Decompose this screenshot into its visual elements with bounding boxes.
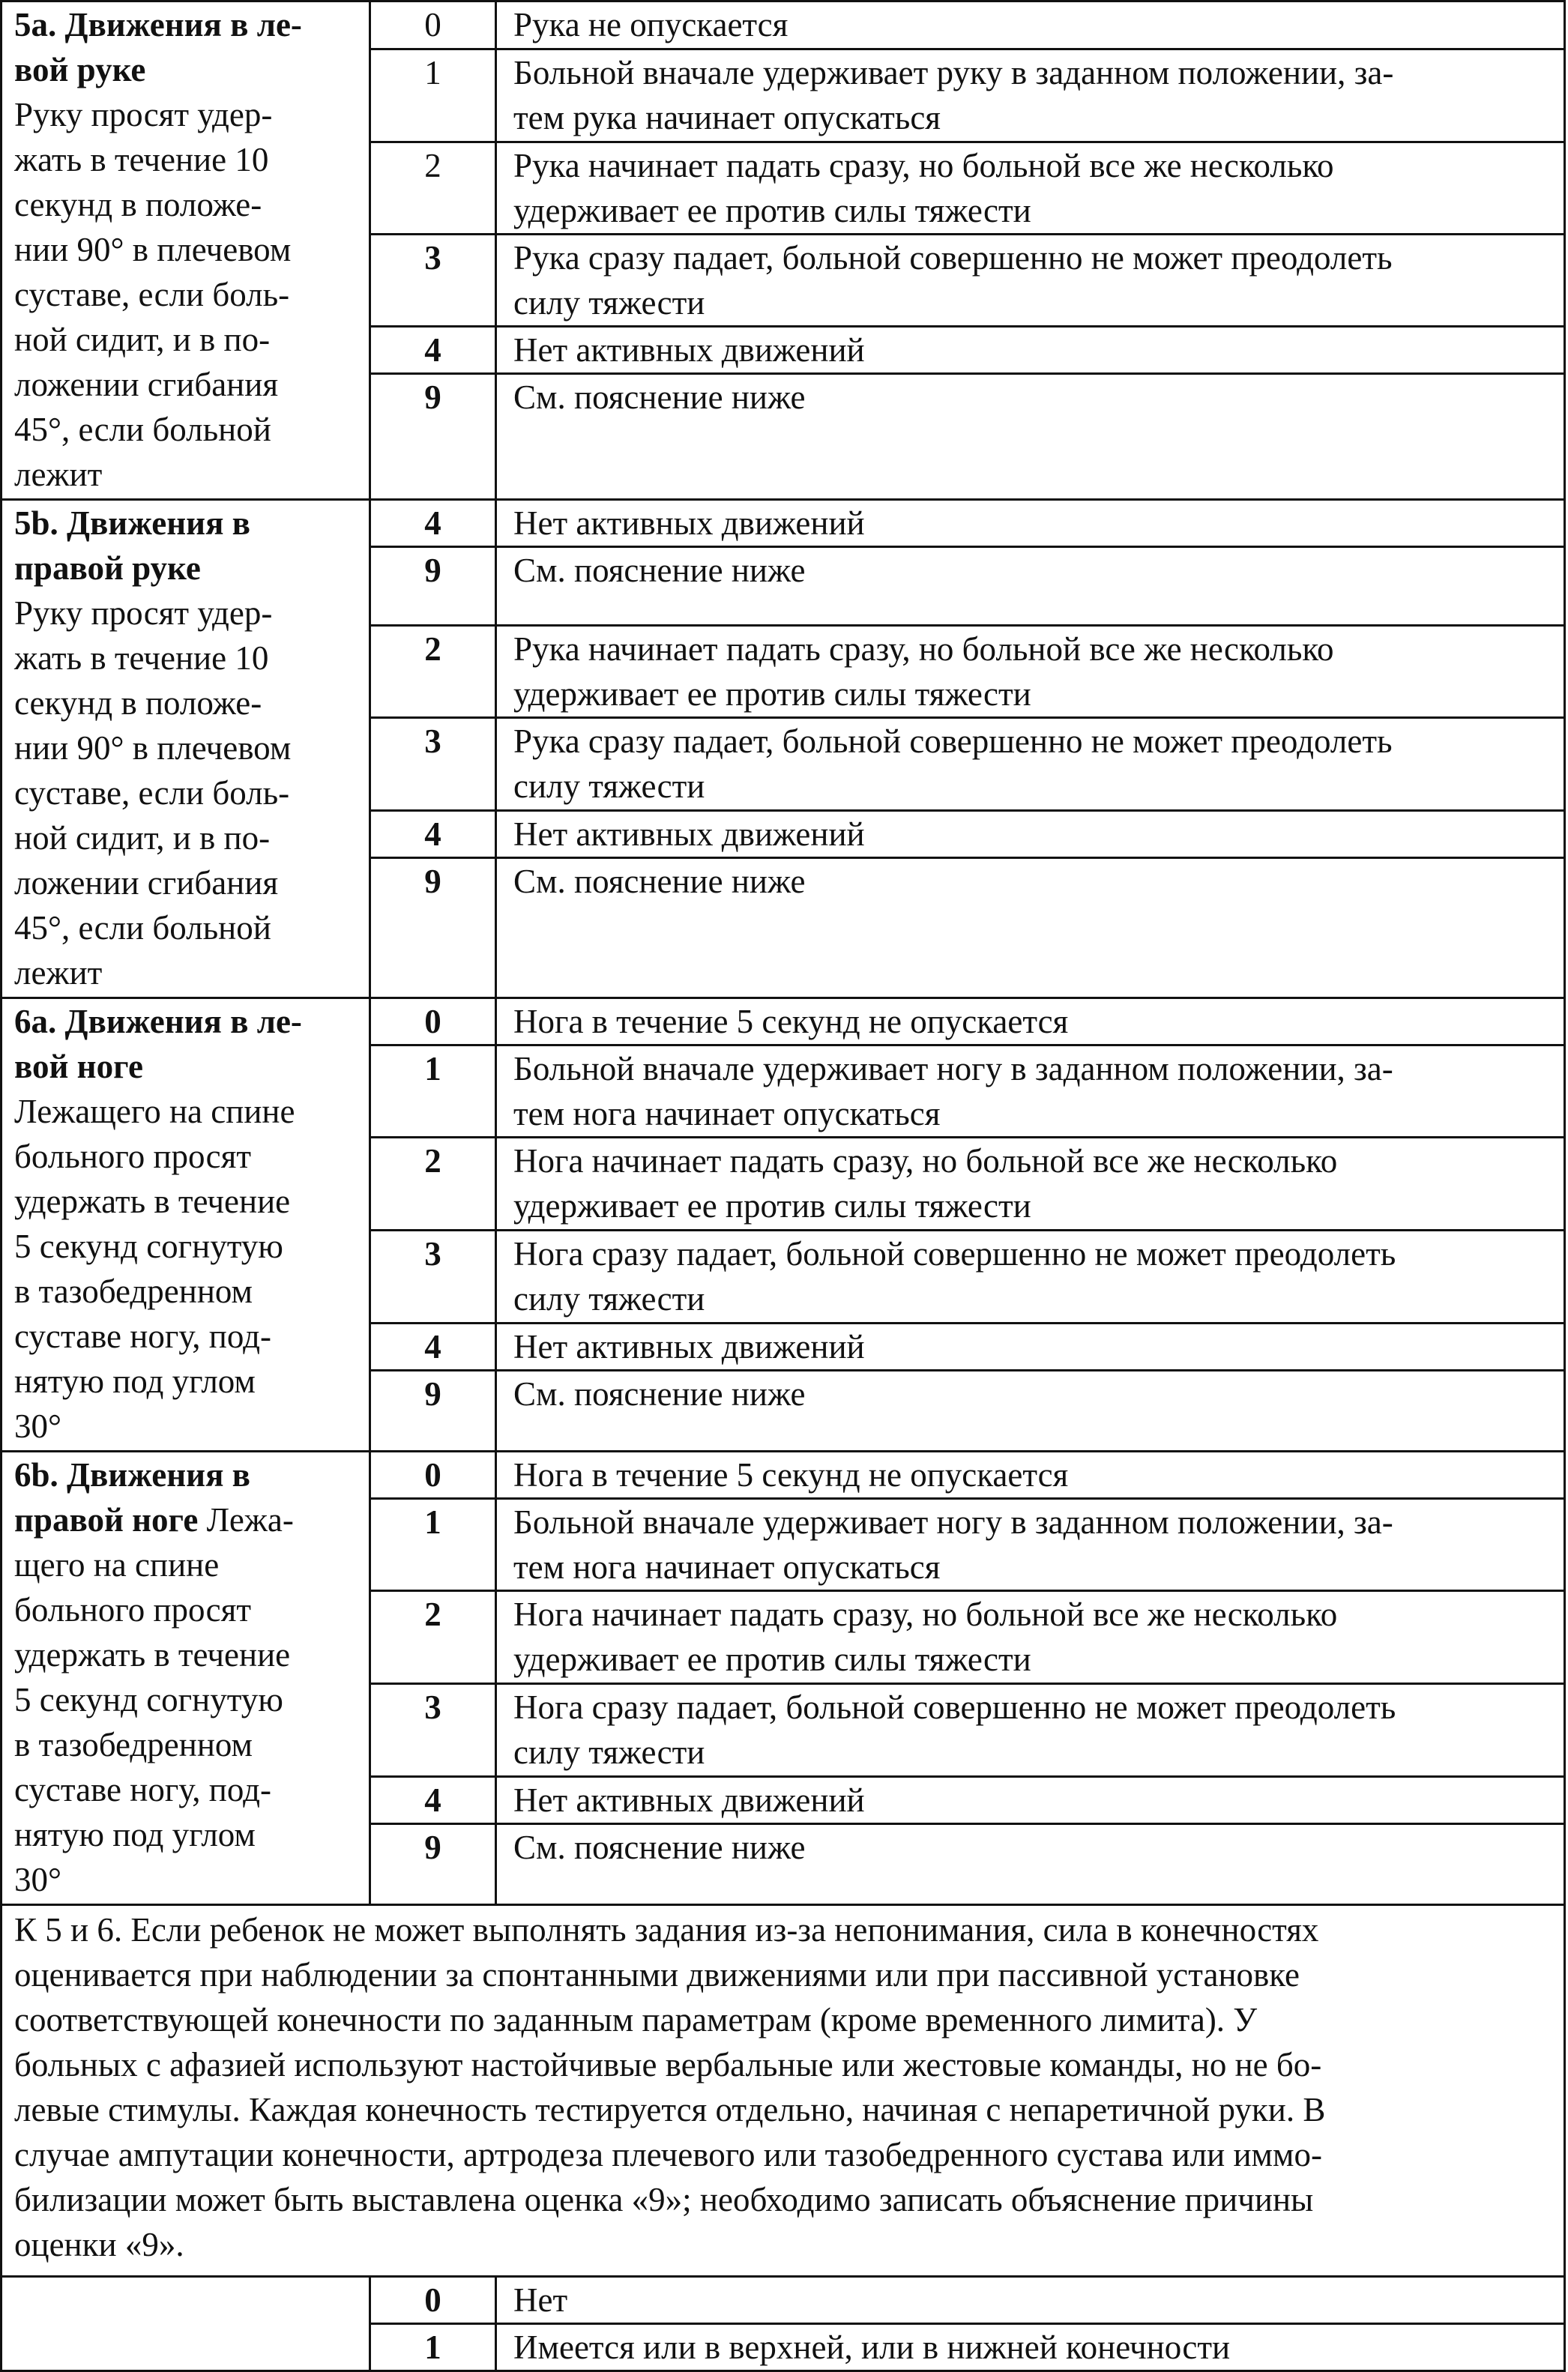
score-description: Рука сразу падает, больной совершенно не может преодолеть силу тяжести [496,717,1565,810]
item-6b-description: 6b. Движения в правой ноге Лежа- щего на спине больного просят удержать в течение 5 секунд согнутую в тазобедренном суставе ногу, под- нятую под углом 30° [1,1452,370,1905]
table-row [1,1,1565,49]
score-description: Больной вначале удерживает руку в заданном положении, за- тем рука начинает опускаться [496,49,1565,142]
table-row [1,2277,1565,2324]
score-description: Больной вначале удерживает ногу в заданном положении, за- тем нога начинает опускаться [496,1045,1565,1138]
score-description: Нет активных движений [496,811,1565,858]
score-description: См. пояснение ниже [496,547,1565,625]
score-description: Больной вначале удерживает ногу в заданном положении, за- тем нога начинает опускаться [496,1499,1565,1591]
score-cell: 2 [370,1138,496,1230]
score-cell: 9 [370,547,496,625]
score-cell: 3 [370,1230,496,1323]
score-description: Нога начинает падать сразу, но больной все же несколько удерживает ее против силы тяжести [496,1138,1565,1230]
score-description: Нога в течение 5 секунд не опускается [496,1452,1565,1499]
score-description: Рука сразу падает, больной совершенно не может преодолеть силу тяжести [496,235,1565,327]
score-description: Рука не опускается [496,1,1565,49]
score-description: См. пояснение ниже [496,1370,1565,1451]
score-description: Нет активных движений [496,500,1565,547]
score-description: Нет активных движений [496,1323,1565,1370]
score-cell: 4 [370,1776,496,1823]
table-row [1,1452,1565,1499]
score-description: Нога сразу падает, больной совершенно не может преодолеть силу тяжести [496,1230,1565,1323]
score-description: Нет активных движений [496,1776,1565,1823]
score-cell: 1 [370,2324,496,2371]
score-description: См. пояснение ниже [496,374,1565,500]
empty-description-cell [1,2277,370,2371]
score-cell: 3 [370,235,496,327]
score-description: Нога сразу падает, больной совершенно не может преодолеть силу тяжести [496,1683,1565,1776]
item-5b-description: 5b. Движения в правой руке Руку просят удер- жать в течение 10 секунд в положе- нии 90° в плечевом суставе, если боль- ной сидит, и в по- ложении сгибания 45°, если больной лежит [1,500,370,998]
score-description: Нет активных движений [496,327,1565,374]
score-description: Рука начинает падать сразу, но больной все же несколько удерживает ее против силы тяжести [496,625,1565,717]
item-6a-description: 6a. Движения в ле- вой ноге Лежащего на спине больного просят удержать в течение 5 секунд согнутую в тазобедренном суставе ногу, под- нятую под углом 30° [1,998,370,1452]
table-row [1,998,1565,1045]
score-description: См. пояснение ниже [496,858,1565,998]
score-cell: 9 [370,858,496,998]
score-description: Нога в течение 5 секунд не опускается [496,998,1565,1045]
score-cell: 1 [370,1045,496,1138]
score-cell: 0 [370,998,496,1045]
score-cell: 2 [370,142,496,235]
score-cell: 1 [370,1499,496,1591]
score-description: Нет [496,2277,1565,2324]
table-row [1,500,1565,547]
score-cell: 2 [370,625,496,717]
score-cell: 4 [370,1323,496,1370]
score-cell: 3 [370,717,496,810]
score-cell: 0 [370,1,496,49]
score-cell: 0 [370,2277,496,2324]
score-description: Рука начинает падать сразу, но больной все же несколько удерживает ее против силы тяжести [496,142,1565,235]
score-description: Нога начинает падать сразу, но больной все же несколько удерживает ее против силы тяжести [496,1591,1565,1683]
score-cell: 4 [370,327,496,374]
score-description: См. пояснение ниже [496,1823,1565,1904]
score-cell: 0 [370,1452,496,1499]
score-cell: 9 [370,374,496,500]
score-cell: 4 [370,811,496,858]
explanatory-note: К 5 и 6. Если ребенок не может выполнять задания из-за непонимания, сила в конечностях оценивается при наблюдении за спонтанными движениями или при пассивной установке соответствующей конечности по заданным параметрам (кроме временного лимита). У больных с афазией используют настойчивые вербальные или жестовые команды, но не бо- левые стимулы. Каждая конечность тестируется отдельно, начиная с непаретичной руки. В случае ампутации конечности, артродеза плечевого или тазобедренного сустава или иммо- билизации может быть выставлена оценка «9»; необходимо записать объяснение причины оценки «9». [1,1905,1565,2277]
score-cell: 9 [370,1823,496,1904]
score-cell: 4 [370,500,496,547]
score-cell: 2 [370,1591,496,1683]
score-cell: 3 [370,1683,496,1776]
score-description: Имеется или в верхней, или в нижней конечности [496,2324,1565,2371]
score-cell: 9 [370,1370,496,1451]
item-5a-description: 5a. Движения в ле- вой руке Руку просят удер- жать в течение 10 секунд в положе- нии 90° в плечевом суставе, если боль- ной сидит, и в по- ложении сгибания 45°, если больной лежит [1,1,370,500]
table-row [1,1905,1565,2277]
score-cell: 1 [370,49,496,142]
